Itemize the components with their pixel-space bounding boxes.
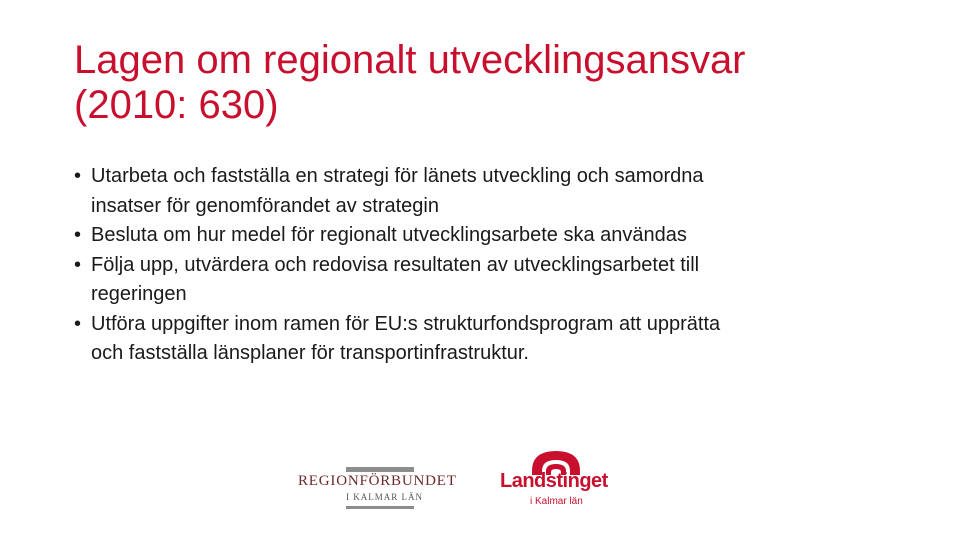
bullet-item	[74, 221, 894, 251]
bullet-line: Följa upp, utvärdera och redovisa resultaten av utvecklingsarbetet till	[91, 253, 700, 276]
bullet-line: regeringen	[91, 283, 187, 305]
bullet-line: Besluta om hur medel för regionalt utvecklingsarbete ska användas	[91, 224, 687, 246]
bullet-list	[74, 162, 894, 369]
slide-title-line-1: Lagen om regionalt utvecklingsansvar	[74, 38, 746, 82]
landstinget-subtitle: i Kalmar län	[530, 496, 583, 507]
bullet-item	[74, 162, 894, 221]
bullet-item	[74, 310, 894, 369]
bullet-line: och fastställa länsplaner för transportinfrastruktur.	[91, 342, 529, 364]
regionforbundet-name: REGIONFÖRBUNDET	[298, 473, 457, 489]
bullet-line: Utarbeta och fastställa en strategi för länets utveckling och samordna	[91, 165, 704, 187]
regionforbundet-subtitle: I KALMAR LÄN	[346, 492, 423, 502]
regionforbundet-underline	[346, 506, 414, 509]
bullet-marker: •	[74, 312, 82, 335]
bullet-line: Utföra uppgifter inom ramen för EU:s strukturfondsprogram att upprätta	[91, 312, 721, 335]
bullet-line: insatser för genomförandet av strategin	[91, 194, 439, 217]
slide-title-line-2: (2010: 630)	[74, 83, 279, 127]
bullet-marker: •	[74, 224, 82, 246]
regionforbundet-top-bar	[346, 467, 414, 472]
bullet-marker: •	[74, 165, 82, 187]
landstinget-name: Landstinget	[500, 470, 608, 492]
bullet-marker: •	[74, 253, 82, 276]
regionforbundet-logo	[298, 465, 462, 513]
bullet-item	[74, 251, 894, 310]
slide-title	[74, 38, 874, 128]
landstinget-logo	[500, 449, 616, 515]
